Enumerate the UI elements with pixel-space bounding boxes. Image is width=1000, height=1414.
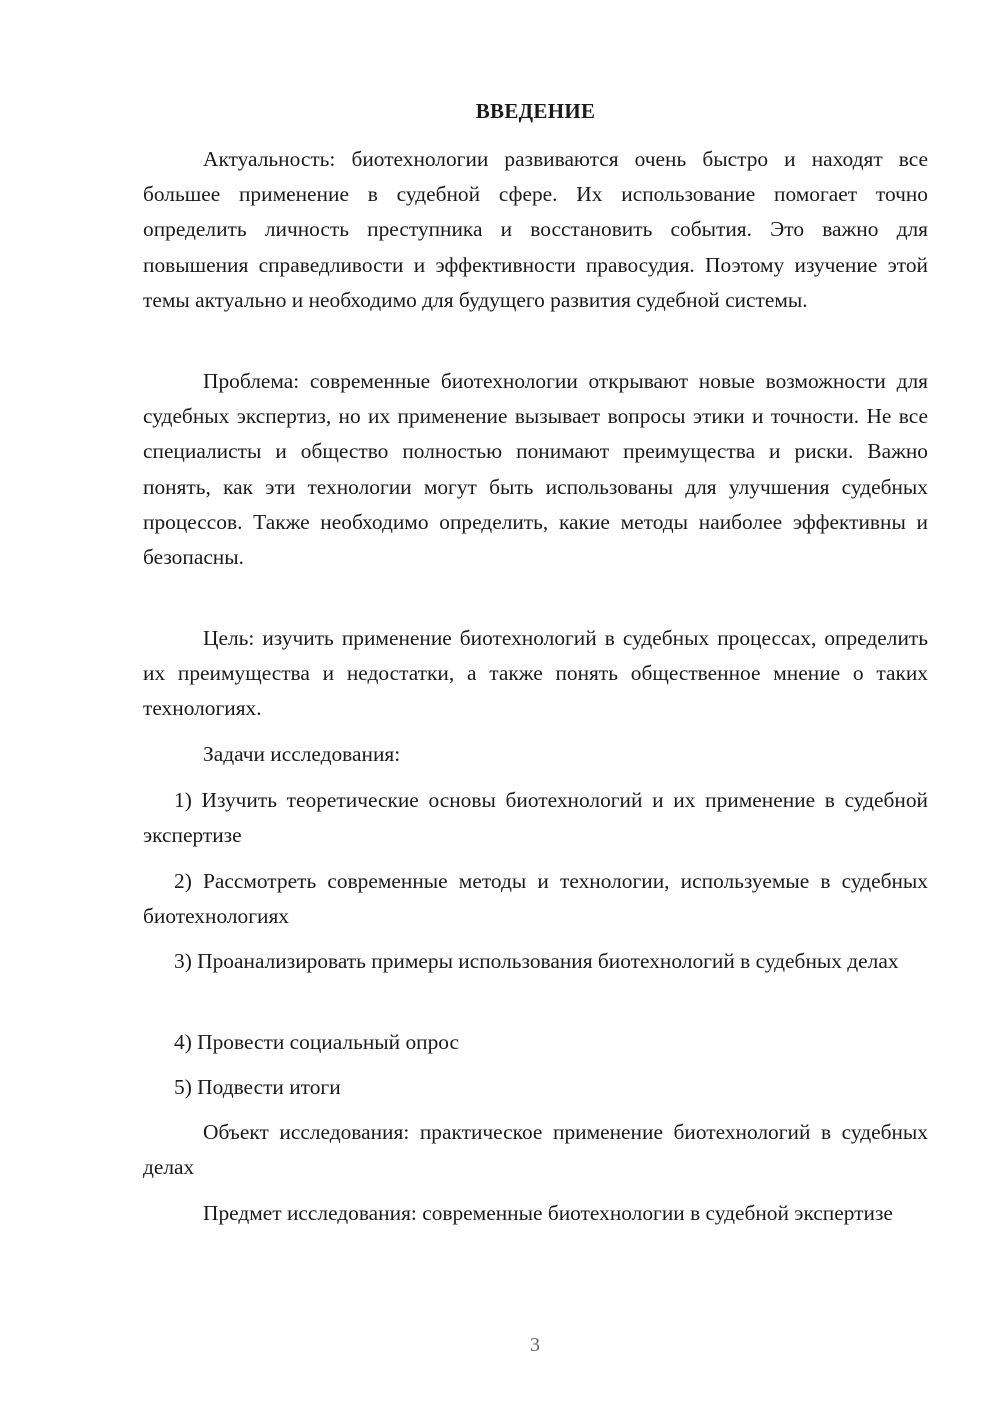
task-item-1: 1) Изучить теоретические основы биотехнологий и их применение в судебной экспертизе bbox=[143, 788, 928, 848]
task-item-4: 4) Провести социальный опрос bbox=[174, 1030, 460, 1054]
page-title: ВВЕДЕНИЕ bbox=[475, 99, 596, 123]
task-item-3: 3) Проанализировать примеры использования биотехнологий в судебных делах bbox=[174, 949, 899, 973]
subject-paragraph: Предмет исследования: современные биотехнологии в судебной экспертизе bbox=[203, 1201, 893, 1225]
relevance-paragraph: Актуальность: биотехнологии развиваются очень быстро и находят все большее применение в судебной сфере. Их использование помогает точно определить личность преступника и восстановить события. Это важно для повышения справедливости и эффективности правосудия. Поэтому изучение этой темы актуально и необходимо для будущего развития судебной системы. bbox=[143, 147, 928, 312]
page-number: 3 bbox=[530, 1334, 540, 1356]
problem-paragraph: Проблема: современные биотехнологии открывают новые возможности для судебных экспертиз, но их применение вызывает вопросы этики и точности. Не все специалисты и общество полностью понимают преимущества и риски. Важно понять, как эти технологии могут быть использованы для улучшения судебных процессов. Также необходимо определить, какие методы наиболее эффективны и безопасны. bbox=[143, 369, 928, 570]
task-item-5: 5) Подвести итоги bbox=[174, 1075, 341, 1099]
task-item-2: 2) Рассмотреть современные методы и технологии, используемые в судебных биотехнологиях bbox=[143, 869, 928, 929]
goal-paragraph: Цель: изучить применение биотехнологий в судебных процессах, определить их преимущества и недостатки, а также понять общественное мнение о таких технологиях. bbox=[143, 626, 928, 721]
tasks-heading: Задачи исследования: bbox=[203, 742, 401, 766]
object-paragraph: Объект исследования: практическое применение биотехнологий в судебных делах bbox=[143, 1120, 928, 1180]
